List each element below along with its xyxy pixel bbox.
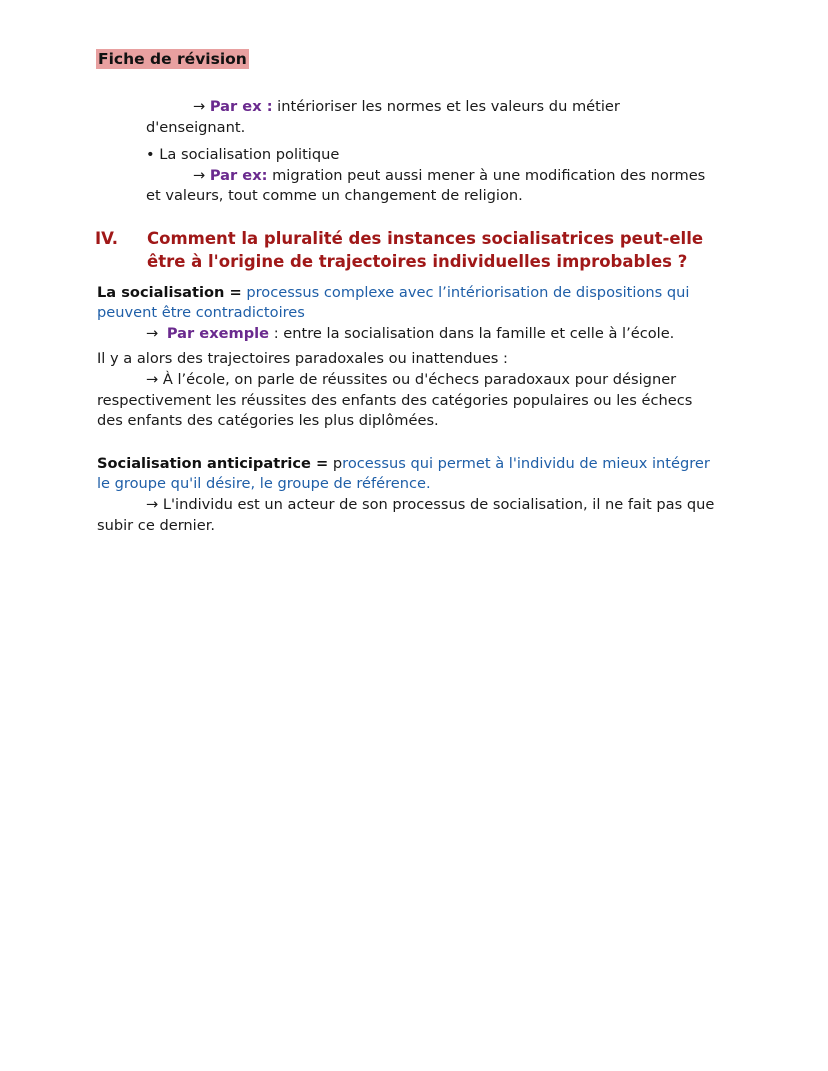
- definition-term: Socialisation anticipatrice =: [97, 455, 329, 472]
- definition-term: La socialisation =: [97, 284, 242, 301]
- definition-text: rocessus qui permet à l'individu de mieux intégrer: [342, 455, 710, 472]
- example-text: : entre la socialisation dans la famille et celle à l’école.: [269, 325, 675, 342]
- section-heading-line1: Comment la pluralité des instances socialisatrices peut-elle: [147, 229, 704, 248]
- example-label: Par ex:: [209, 167, 268, 184]
- definition-text-start: p: [328, 455, 343, 472]
- bullet-text: La socialisation politique: [159, 146, 340, 163]
- example-continuation: d'enseignant.: [146, 119, 246, 136]
- example-continuation: et valeurs, tout comme un changement de religion.: [146, 187, 523, 204]
- example-text: migration peut aussi mener à une modification des normes: [267, 167, 706, 184]
- arrow-icon: →: [193, 167, 206, 184]
- definition-text: processus complexe avec l’intériorisation de dispositions qui: [241, 284, 690, 301]
- definition: [97, 283, 689, 303]
- page-title: Fiche de révision: [98, 50, 247, 68]
- section-heading-line2: être à l'origine de trajectoires individuelles improbables ?: [147, 252, 688, 271]
- arrow-icon: →: [146, 325, 159, 342]
- paragraph-line: → L'individu est un acteur de son processus de socialisation, il ne fait pas que: [146, 496, 715, 513]
- paragraph-line: Il y a alors des trajectoires paradoxales ou inattendues :: [97, 350, 508, 367]
- paragraph-line: des enfants des catégories les plus diplômées.: [97, 412, 439, 429]
- example-line: [146, 324, 674, 344]
- example-line: [193, 97, 620, 117]
- arrow-icon: →: [193, 98, 206, 115]
- bullet-item: [146, 145, 339, 165]
- bullet-icon: •: [146, 146, 155, 163]
- section-number: IV.: [95, 229, 119, 248]
- section-heading: [0, 229, 828, 253]
- paragraph-line: subir ce dernier.: [97, 517, 216, 534]
- paragraph-line: respectivement les réussites des enfants des catégories populaires ou les échecs: [97, 392, 693, 409]
- paragraph-line: → À l’école, on parle de réussites ou d'échecs paradoxaux pour désigner: [146, 371, 677, 388]
- example-label: Par exemple: [166, 325, 270, 342]
- definition-continuation: le groupe qu'il désire, le groupe de référence.: [97, 475, 431, 492]
- example-label: Par ex :: [209, 98, 273, 115]
- definition: [97, 454, 710, 474]
- definition-continuation: peuvent être contradictoires: [97, 304, 305, 321]
- example-text: intérioriser les normes et les valeurs du métier: [272, 98, 620, 115]
- example-line: [193, 166, 705, 186]
